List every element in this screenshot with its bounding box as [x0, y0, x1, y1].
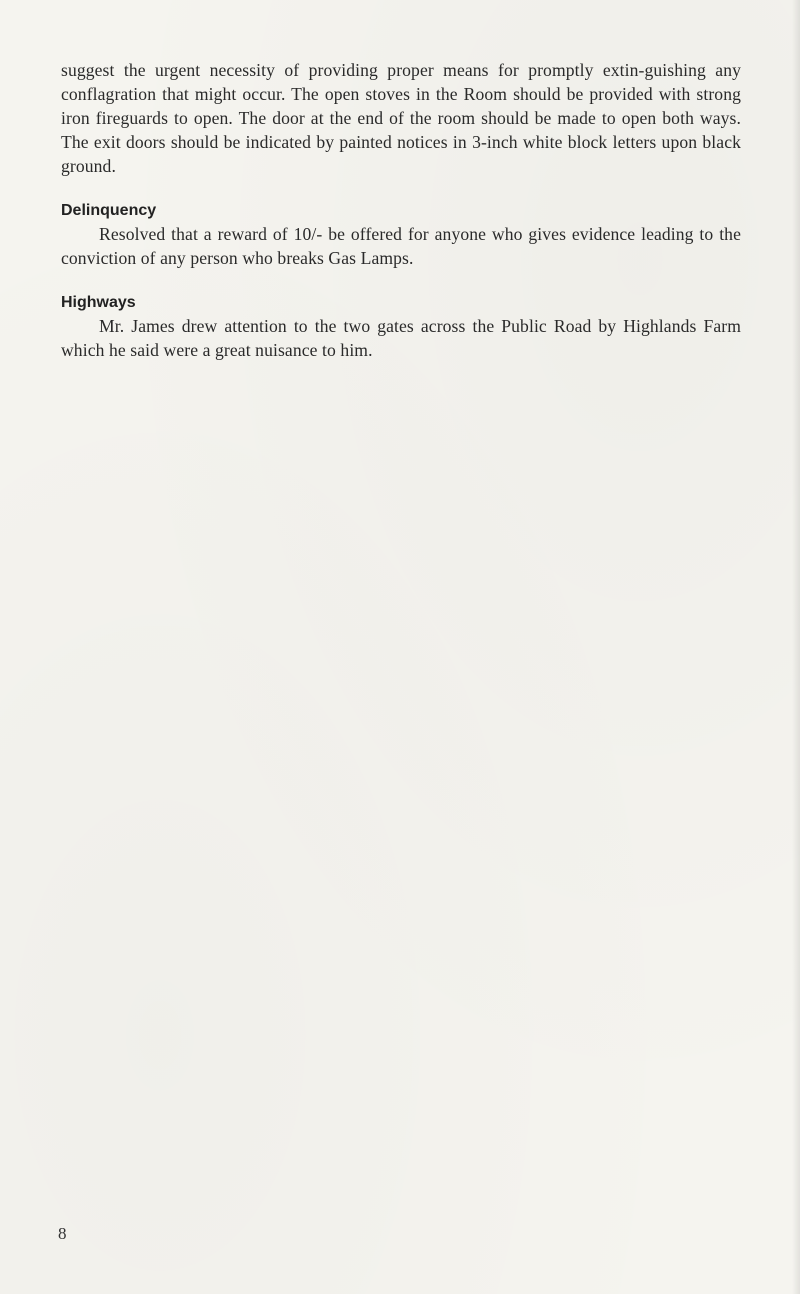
- opening-paragraph: suggest the urgent necessity of providing proper means for promptly extin-guishing any conflagration that might occur. The open stoves in the Room should be provided with strong iron fireguards to open. The door at the end of the room should be made to open both ways. The exit doors should be indicated by painted notices in 3-inch white block letters upon black ground.: [61, 60, 741, 176]
- page-number: 8: [58, 1224, 67, 1243]
- section-body-delinquency: Resolved that a reward of 10/- be offered for anyone who gives evidence leading to the conviction of any person who breaks Gas Lamps.: [61, 224, 741, 268]
- page-edge-shadow: [792, 0, 800, 1294]
- section-body-highways: Mr. James drew attention to the two gates across the Public Road by Highlands Farm which he said were a great nuisance to him.: [61, 316, 741, 360]
- page-content: [61, 58, 741, 362]
- section-delinquency: [61, 200, 741, 270]
- section-highways: [61, 292, 741, 362]
- section-heading-delinquency: Delinquency: [61, 202, 157, 219]
- section-heading-highways: Highways: [61, 294, 136, 311]
